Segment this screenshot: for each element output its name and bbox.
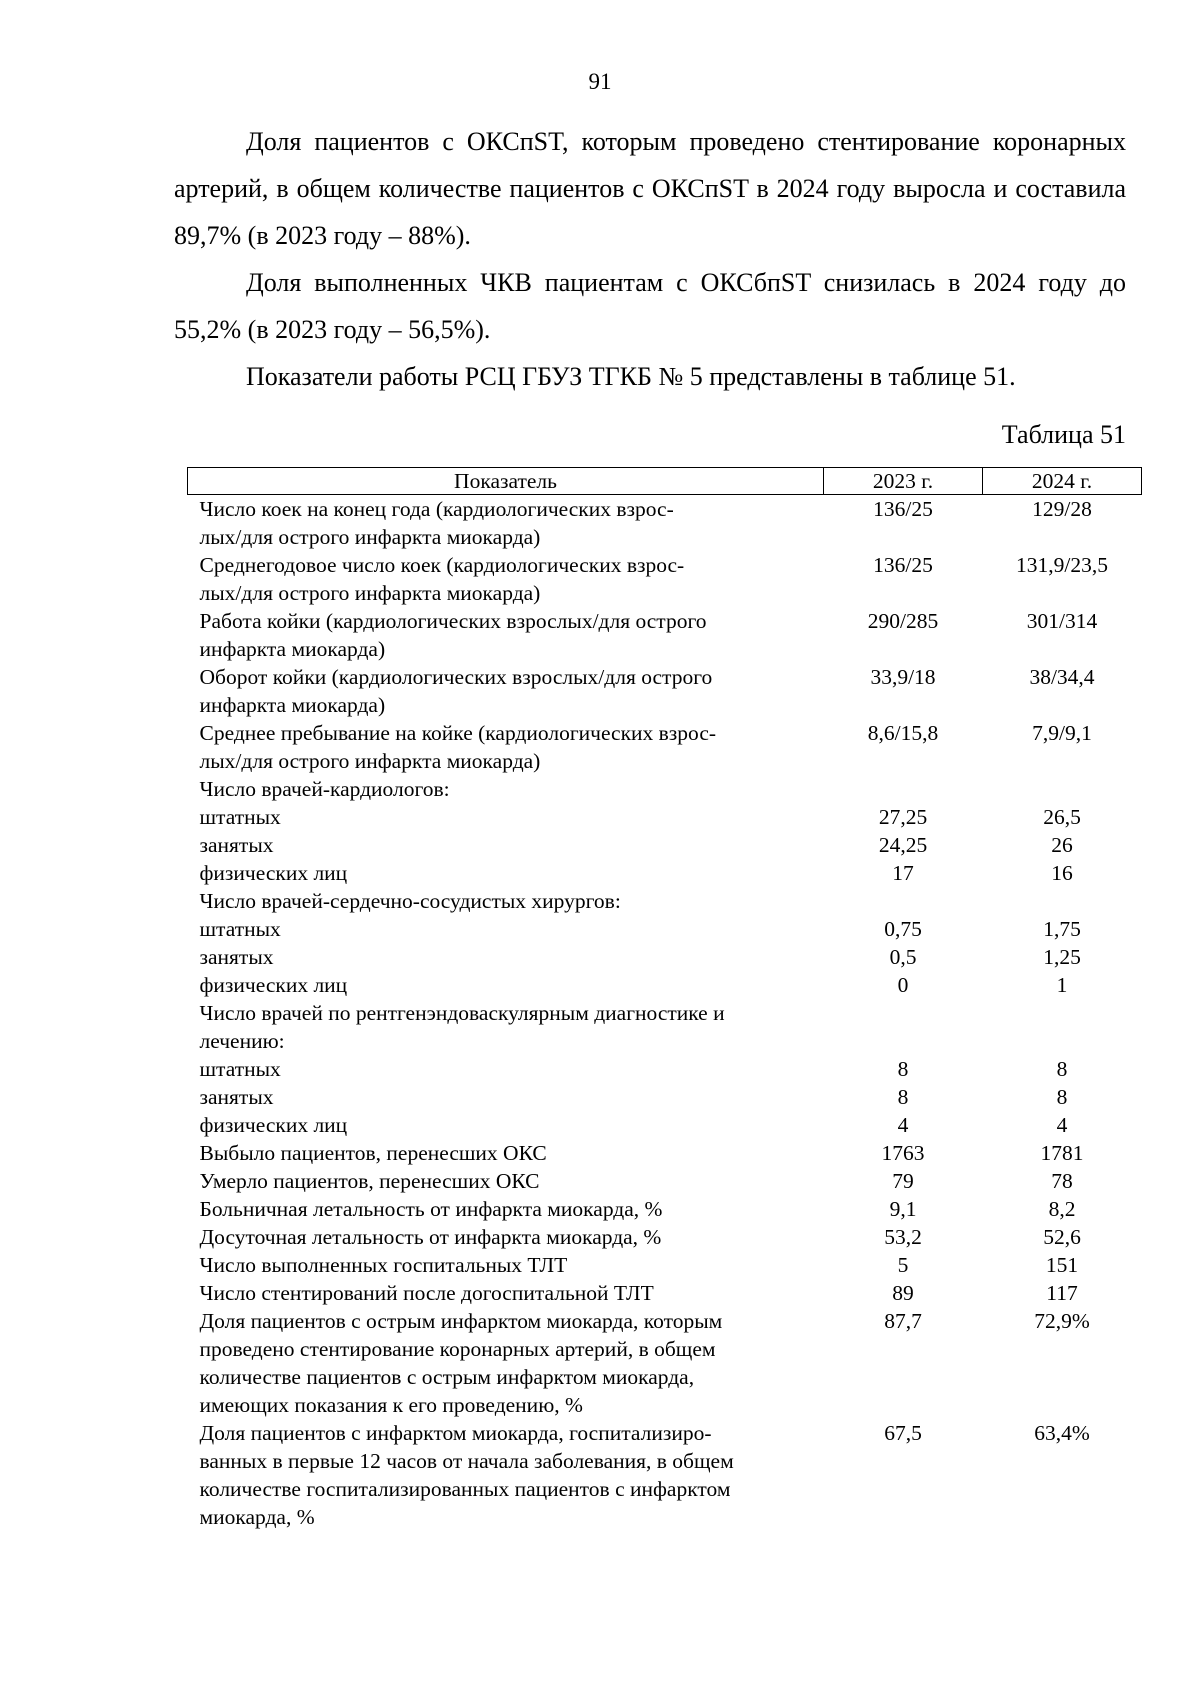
row-label: физических лиц — [199, 1113, 348, 1137]
table-row — [188, 607, 1142, 663]
value-2024: 1,75 — [1043, 917, 1081, 941]
value-2023: 27,25 — [878, 805, 928, 829]
row-label: физических лиц — [199, 861, 348, 885]
value-2024: 4 — [1056, 1113, 1068, 1137]
value-2023: 8 — [897, 1085, 909, 1109]
row-label: штатных — [199, 805, 281, 829]
value-2023: 136/25 — [873, 497, 933, 521]
value-2023: 53,2 — [884, 1225, 922, 1249]
value-2023 — [824, 999, 983, 1055]
value-2023: 0 — [897, 973, 909, 997]
body-text — [174, 118, 1126, 400]
table-body — [188, 495, 1142, 1532]
value-2024: 1781 — [1040, 1141, 1084, 1165]
table-row — [188, 859, 1142, 887]
row-label: Умерло пациентов, перенесших ОКС — [199, 1169, 540, 1193]
table-caption: Таблица 51 — [1001, 420, 1126, 449]
row-label: Работа койки (кардиологических взрослых/для острого инфаркта миокарда) — [199, 609, 707, 661]
value-2023: 4 — [897, 1113, 909, 1137]
row-label: Число стентирований после догоспитальной ТЛТ — [199, 1281, 654, 1305]
value-2024: 1,25 — [1043, 945, 1081, 969]
value-2023: 0,5 — [889, 945, 917, 969]
row-label: Число врачей-сердечно-сосудистых хирургов: — [199, 889, 621, 913]
value-2024: 8,2 — [1048, 1197, 1076, 1221]
table-row — [188, 719, 1142, 775]
row-label: Больничная летальность от инфаркта миокарда, % — [199, 1197, 663, 1221]
row-label: занятых — [199, 833, 274, 857]
table-row — [188, 663, 1142, 719]
row-label: занятых — [199, 1085, 274, 1109]
value-2024: 7,9/9,1 — [1032, 721, 1092, 745]
table-row — [188, 1055, 1142, 1083]
value-2024: 52,6 — [1043, 1225, 1081, 1249]
row-label: Досуточная летальность от инфаркта миокарда, % — [199, 1225, 662, 1249]
table-row — [188, 831, 1142, 859]
value-2024: 72,9% — [1034, 1309, 1090, 1333]
value-2023: 1763 — [881, 1141, 925, 1165]
value-2024: 78 — [1051, 1169, 1073, 1193]
table-row — [188, 551, 1142, 607]
table-row — [188, 495, 1142, 552]
paragraph-pci-share: Доля выполненных ЧКВ пациентам с ОКСбпST снизилась в 2024 году до 55,2% (в 2023 году – 56,5%). — [174, 268, 1126, 344]
table-row — [188, 915, 1142, 943]
table-row — [188, 1251, 1142, 1279]
value-2024: 1 — [1056, 973, 1068, 997]
page-number: 91 — [588, 69, 612, 94]
value-2024: 16 — [1051, 861, 1073, 885]
value-2024 — [983, 999, 1142, 1055]
table-row — [188, 1111, 1142, 1139]
value-2024: 131,9/23,5 — [1016, 553, 1108, 577]
value-2023: 136/25 — [873, 553, 933, 577]
value-2024: 8 — [1056, 1085, 1068, 1109]
value-2023: 9,1 — [889, 1197, 917, 1221]
value-2023: 67,5 — [884, 1421, 922, 1445]
value-2024: 129/28 — [1032, 497, 1092, 521]
table-row — [188, 971, 1142, 999]
value-2024: 26 — [1051, 833, 1073, 857]
value-2024: 301/314 — [1026, 609, 1098, 633]
value-2023: 5 — [897, 1253, 909, 1277]
value-2024: 38/34,4 — [1029, 665, 1095, 689]
table-row — [188, 1139, 1142, 1167]
value-2023 — [824, 775, 983, 803]
paragraph-stenting-share: Доля пациентов с ОКСпST, которым проведено стентирование коронарных артерий, в общем количестве пациентов с ОКСпST в 2024 году выросла и составила 89,7% (в 2023 году – 88%). — [174, 127, 1126, 250]
header-2023: 2023 г. — [824, 468, 983, 495]
value-2023: 87,7 — [884, 1309, 922, 1333]
value-2024: 63,4% — [1034, 1421, 1090, 1445]
row-label: Число врачей по рентгенэндоваскулярным диагностике и лечению: — [199, 1001, 725, 1053]
value-2023: 0,75 — [884, 917, 922, 941]
row-label: Среднегодовое число коек (кардиологических взрос- лых/для острого инфаркта миокарда) — [199, 553, 685, 605]
row-label: Выбыло пациентов, перенесших ОКС — [199, 1141, 547, 1165]
value-2023: 290/285 — [867, 609, 939, 633]
indicators-table — [187, 467, 1142, 1531]
row-label: Число выполненных госпитальных ТЛТ — [199, 1253, 568, 1277]
value-2023: 79 — [892, 1169, 914, 1193]
row-label: Среднее пребывание на койке (кардиологических взрос- лых/для острого инфаркта миокарда) — [199, 721, 717, 773]
row-label: Доля пациентов с острым инфарктом миокарда, которым проведено стентирование коронарных артерий, в общем количестве пациентов с острым инфарктом миокарда, имеющих показания к его проведению, % — [199, 1309, 723, 1417]
table-row — [188, 1083, 1142, 1111]
row-label: Доля пациентов с инфарктом миокарда, госпитализиро- ванных в первые 12 часов от начала заболевания, в общем количестве госпитализированных пациентов с инфарктом миокарда, % — [199, 1421, 734, 1529]
paragraph-table-intro: Показатели работы РСЦ ГБУЗ ТГКБ № 5 представлены в таблице 51. — [246, 362, 1016, 391]
value-2023: 89 — [892, 1281, 914, 1305]
row-label: Число коек на конец года (кардиологических взрос- лых/для острого инфаркта миокарда) — [199, 497, 674, 549]
value-2024: 151 — [1045, 1253, 1079, 1277]
table-row — [188, 1307, 1142, 1419]
header-indicator: Показатель — [188, 468, 824, 495]
value-2023: 8 — [897, 1057, 909, 1081]
table-row — [188, 803, 1142, 831]
table-row — [188, 1279, 1142, 1307]
value-2023 — [824, 887, 983, 915]
row-label: физических лиц — [199, 973, 348, 997]
value-2024: 117 — [1046, 1281, 1078, 1305]
row-label: штатных — [199, 917, 281, 941]
value-2023: 24,25 — [878, 833, 928, 857]
row-label: штатных — [199, 1057, 281, 1081]
table-row — [188, 775, 1142, 803]
row-label: занятых — [199, 945, 274, 969]
header-2024: 2024 г. — [983, 468, 1142, 495]
table-row — [188, 943, 1142, 971]
value-2024: 26,5 — [1043, 805, 1081, 829]
table-row — [188, 1167, 1142, 1195]
table-row — [188, 999, 1142, 1055]
table-row — [188, 1419, 1142, 1531]
row-label: Оборот койки (кардиологических взрослых/для острого инфаркта миокарда) — [199, 665, 713, 717]
table-row — [188, 1223, 1142, 1251]
value-2023: 17 — [892, 861, 914, 885]
table-row — [188, 1195, 1142, 1223]
value-2024 — [983, 887, 1142, 915]
value-2023: 33,9/18 — [870, 665, 936, 689]
table-row — [188, 887, 1142, 915]
value-2023: 8,6/15,8 — [867, 721, 939, 745]
row-label: Число врачей-кардиологов: — [199, 777, 450, 801]
value-2024: 8 — [1056, 1057, 1068, 1081]
value-2024 — [983, 775, 1142, 803]
table-header-row — [188, 468, 1142, 495]
